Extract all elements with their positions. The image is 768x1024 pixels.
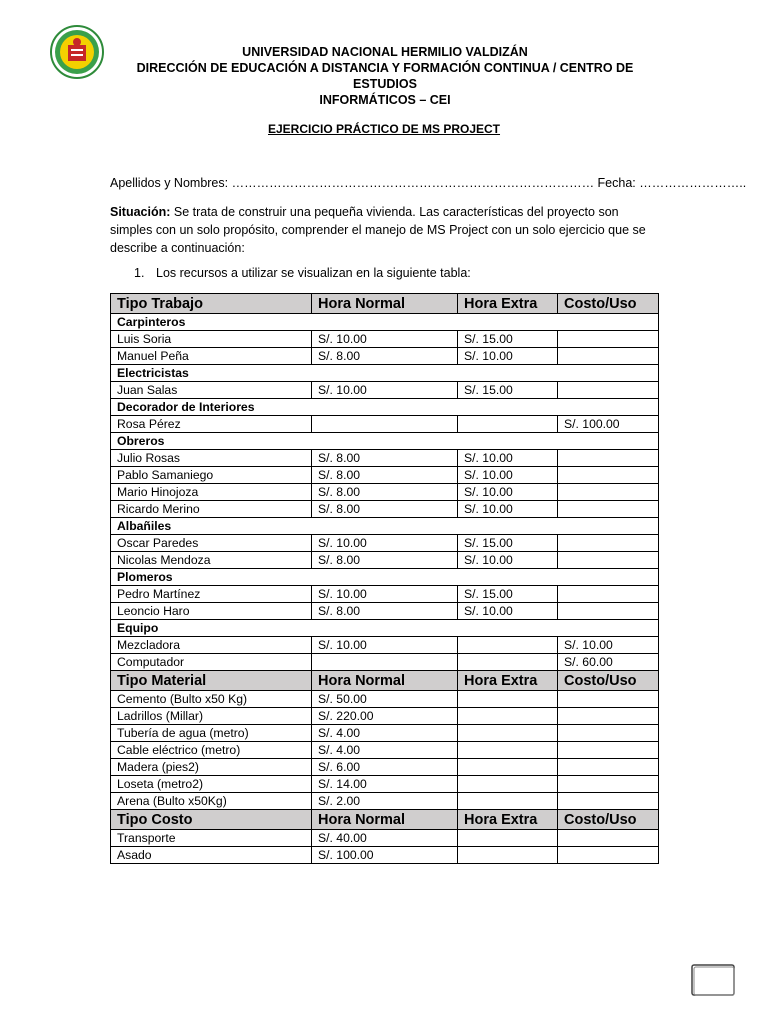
resources-table [110,293,659,864]
table-cell [558,793,659,810]
table-cell: Cemento (Bulto x50 Kg) [111,691,312,708]
table-cell: Tubería de agua (metro) [111,725,312,742]
table-cell: S/. 10.00 [312,331,458,348]
table-cell: S/. 100.00 [312,847,458,864]
table-row [111,691,659,708]
table-row [111,586,659,603]
table-cell [458,776,558,793]
table-cell: S/. 8.00 [312,484,458,501]
table-row [111,382,659,399]
table-cell: S/. 40.00 [312,830,458,847]
table-header-cell: Tipo Trabajo [111,294,312,314]
table-cell [312,654,458,671]
table-cell [558,776,659,793]
table-cell [558,742,659,759]
table-cell: Leoncio Haro [111,603,312,620]
table-cell: Rosa Pérez [111,416,312,433]
group-label: Decorador de Interiores [111,399,659,416]
table-row [111,603,659,620]
table-cell: S/. 8.00 [312,348,458,365]
table-cell: Mario Hinojoza [111,484,312,501]
table-cell: S/. 220.00 [312,708,458,725]
table-cell: Ricardo Merino [111,501,312,518]
table-cell: Pablo Samaniego [111,467,312,484]
table-cell: S/. 100.00 [558,416,659,433]
table-cell [558,535,659,552]
table-row [111,725,659,742]
table-cell [458,793,558,810]
situation-paragraph [110,203,658,257]
table-cell: Ladrillos (Millar) [111,708,312,725]
table-header-row [111,671,659,691]
table-cell [558,691,659,708]
table-cell: S/. 4.00 [312,742,458,759]
table-cell: S/. 8.00 [312,450,458,467]
group-label: Plomeros [111,569,659,586]
table-header-cell: Costo/Uso [558,671,659,691]
situation-label: Situación: [110,205,171,219]
table-cell: Pedro Martínez [111,586,312,603]
table-cell [558,603,659,620]
table-row [111,416,659,433]
table-group-row [111,365,659,382]
table-row [111,759,659,776]
table-cell: Nicolas Mendoza [111,552,312,569]
table-cell [458,691,558,708]
table-cell: S/. 15.00 [458,535,558,552]
table-cell [312,416,458,433]
table-row [111,467,659,484]
page-frame-icon [690,963,736,997]
table-cell: Mezcladora [111,637,312,654]
table-cell [558,450,659,467]
table-cell: Julio Rosas [111,450,312,467]
table-cell [558,708,659,725]
table-cell [558,467,659,484]
table-cell [458,708,558,725]
table-cell [458,637,558,654]
table-group-row [111,518,659,535]
group-label: Albañiles [111,518,659,535]
table-cell: S/. 10.00 [312,382,458,399]
table-header-cell: Costo/Uso [558,294,659,314]
table-cell: Madera (pies2) [111,759,312,776]
table-row [111,484,659,501]
table-cell [558,331,659,348]
table-group-row [111,433,659,450]
table-cell [458,830,558,847]
table-cell: Oscar Paredes [111,535,312,552]
table-header-cell: Hora Extra [458,671,558,691]
table-row [111,348,659,365]
document-header [105,44,665,108]
table-cell: S/. 10.00 [458,484,558,501]
table-cell [558,382,659,399]
header-university: UNIVERSIDAD NACIONAL HERMILIO VALDIZÁN [242,45,528,59]
table-cell [558,348,659,365]
table-group-row [111,620,659,637]
table-cell [558,484,659,501]
table-row [111,450,659,467]
table-cell: Cable eléctrico (metro) [111,742,312,759]
table-cell: S/. 15.00 [458,331,558,348]
table-cell: S/. 10.00 [312,637,458,654]
table-cell [458,742,558,759]
table-cell: Arena (Bulto x50Kg) [111,793,312,810]
table-cell [458,725,558,742]
table-cell: S/. 14.00 [312,776,458,793]
table-cell: Loseta (metro2) [111,776,312,793]
table-cell: Manuel Peña [111,348,312,365]
university-logo-icon [50,25,104,79]
table-cell: S/. 10.00 [312,586,458,603]
table-row [111,793,659,810]
table-cell: S/. 10.00 [458,348,558,365]
table-cell: S/. 60.00 [558,654,659,671]
table-cell: S/. 15.00 [458,382,558,399]
table-cell: Asado [111,847,312,864]
table-group-row [111,569,659,586]
table-cell: S/. 8.00 [312,603,458,620]
list-item [134,266,654,280]
table-cell: S/. 2.00 [312,793,458,810]
table-header-cell: Costo/Uso [558,810,659,830]
table-cell [458,759,558,776]
table-cell: S/. 8.00 [312,467,458,484]
table-cell [458,847,558,864]
table-cell: Transporte [111,830,312,847]
table-cell [558,830,659,847]
header-center: INFORMÁTICOS – CEI [319,93,451,107]
table-row [111,776,659,793]
table-group-row [111,314,659,331]
table-cell [558,847,659,864]
table-header-cell: Hora Normal [312,294,458,314]
table-cell: S/. 10.00 [458,450,558,467]
table-row [111,637,659,654]
table-header-cell: Hora Extra [458,810,558,830]
group-label: Equipo [111,620,659,637]
table-cell: S/. 10.00 [458,603,558,620]
table-cell: S/. 6.00 [312,759,458,776]
table-cell: S/. 10.00 [458,552,558,569]
table-cell [458,416,558,433]
table-group-row [111,399,659,416]
group-label: Electricistas [111,365,659,382]
table-cell [558,501,659,518]
table-header-cell: Hora Normal [312,810,458,830]
table-header-cell: Hora Extra [458,294,558,314]
table-cell [558,586,659,603]
table-cell: S/. 10.00 [458,501,558,518]
table-cell: S/. 4.00 [312,725,458,742]
table-header-cell: Hora Normal [312,671,458,691]
exercise-title: EJERCICIO PRÁCTICO DE MS PROJECT [267,122,501,136]
table-row [111,654,659,671]
table-cell: S/. 10.00 [458,467,558,484]
table-cell: Luis Soria [111,331,312,348]
table-header-row [111,294,659,314]
situation-text: Se trata de construir una pequeña vivienda. Las características del proyecto son simples con un solo propósito, comprender el manejo de MS Project con un solo ejercicio que se describe a continuación: [110,205,646,255]
name-date-field: Apellidos y Nombres: …………………………………………………………………………… Fecha: …………………….. [110,176,747,190]
table-cell: Juan Salas [111,382,312,399]
group-label: Obreros [111,433,659,450]
table-row [111,847,659,864]
list-item-number: 1. [134,266,145,280]
table-cell [558,759,659,776]
group-label: Carpinteros [111,314,659,331]
table-row [111,331,659,348]
table-cell: S/. 10.00 [312,535,458,552]
table-row [111,708,659,725]
table-cell [558,725,659,742]
table-cell: S/. 15.00 [458,586,558,603]
table-cell: S/. 8.00 [312,552,458,569]
table-cell [558,552,659,569]
table-row [111,830,659,847]
table-cell [458,654,558,671]
table-row [111,552,659,569]
table-row [111,501,659,518]
table-header-cell: Tipo Costo [111,810,312,830]
table-row [111,742,659,759]
table-cell: S/. 10.00 [558,637,659,654]
table-header-cell: Tipo Material [111,671,312,691]
table-cell: S/. 8.00 [312,501,458,518]
table-header-row [111,810,659,830]
list-item-text: Los recursos a utilizar se visualizan en la siguiente tabla: [156,266,471,280]
table-cell: S/. 50.00 [312,691,458,708]
table-row [111,535,659,552]
table-cell: Computador [111,654,312,671]
header-direction: DIRECCIÓN DE EDUCACIÓN A DISTANCIA Y FORMACIÓN CONTINUA / CENTRO DE ESTUDIOS [136,61,634,91]
